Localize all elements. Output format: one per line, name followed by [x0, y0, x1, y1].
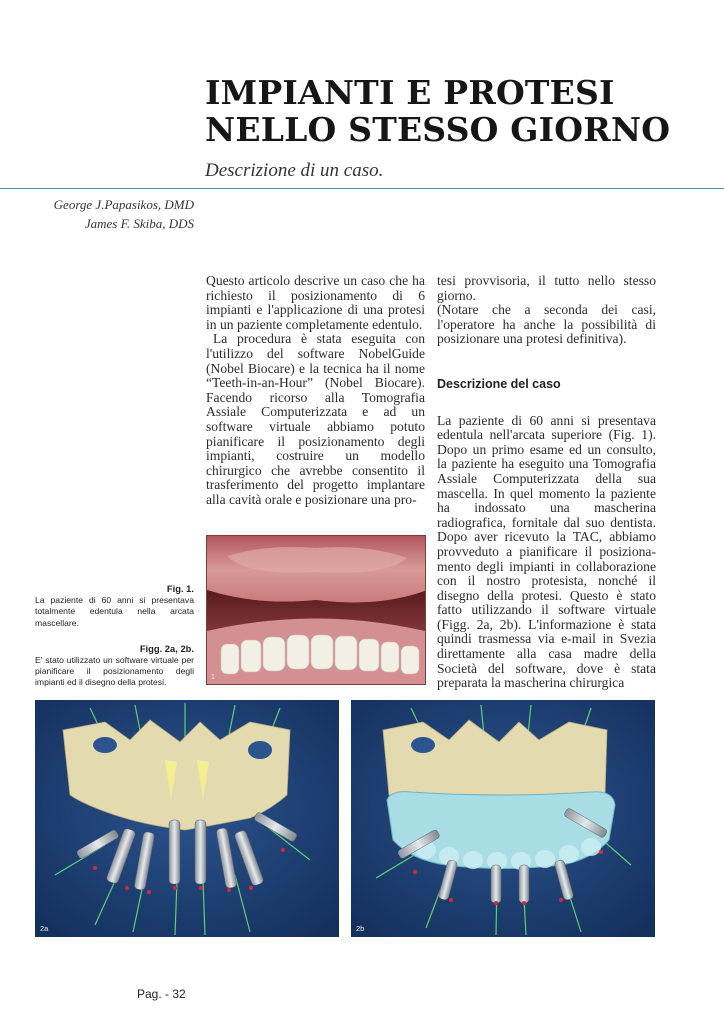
- text-column-right: [437, 274, 656, 691]
- implant-planning-render-b: [351, 700, 655, 937]
- paragraph-case: La paziente di 60 anni si presentava edentula nell'arcata superiore (Fig. 1). Dopo un primo esame ed un consulto, la paziente ha eseguito una Tomografia Assiale Computerizzata della sua mascella. In quel momento la paziente ha indossato una mascherina radiografica, fornitale dal suo dentista. Dopo aver ricevuto la TAC, abbiamo provveduto a pianificare il posiziona-mento degli impianti in collaborazione con il nostro protesista, nonché il disegno della protesi. Questo è stato fatto utilizzando il software virtuale (Figg. 2a, 2b). L'informazione è stata quindi trasmessa via e-mail in Svezia direttamente alla casa madre della Società del software, dove è stata preparata la mascherina chirurgica: [437, 412, 656, 691]
- panel-b-label: 2b: [356, 924, 365, 933]
- panel-a-label: 2a: [40, 924, 49, 933]
- paragraph-note: (Notare che a seconda dei casi, l'operatore ha anche la possibilità di posizionare una protesi definitiva).: [437, 302, 656, 347]
- page-number: Pag. - 32: [137, 987, 186, 1001]
- header-divider: [0, 188, 724, 189]
- article-subtitle: Descrizione di un caso.: [205, 160, 384, 181]
- figure-2b-scan: [351, 700, 655, 937]
- section-heading: Descrizione del caso: [437, 376, 561, 391]
- figure-1-photo: [206, 535, 426, 685]
- photo-label: 1: [211, 674, 215, 681]
- fig2-caption-label: Figg. 2a, 2b.: [139, 642, 194, 654]
- figure-2a-scan: [35, 700, 339, 937]
- edentulous-arch-image: [207, 536, 425, 684]
- author-2: James F. Skiba, DDS: [84, 216, 194, 231]
- title-line-1: IMPIANTI E PROTESI: [205, 73, 615, 112]
- author-1: George J.Papasikos, DMD: [53, 197, 194, 212]
- title-line-2: NELLO STESSO GIORNO: [205, 110, 671, 149]
- author-list: [54, 195, 194, 233]
- fig1-caption-label: Fig. 1.: [166, 583, 194, 594]
- fig1-caption-text: La paziente di 60 anni si presentava totalmente edentula nella arcata mascellare.: [35, 595, 194, 628]
- paragraph-intro: Questo articolo descrive un caso che ha richiesto il posizionamento di 6 impianti e l'applicazione di una protesi in un paziente completamente edentulo.: [206, 273, 425, 332]
- paragraph-continuation: tesi provvisoria, il tutto nello stesso giorno.: [437, 273, 656, 303]
- fig2-caption-text: E' stato utilizzato un software virtuale per pianificare il posizionamento degli impianti ed il disegno della protesi.: [35, 655, 194, 688]
- figure-captions: [35, 583, 194, 689]
- article-title: [205, 74, 705, 148]
- implant-planning-render-a: [35, 700, 339, 937]
- paragraph-procedure: La procedura è stata eseguita con l'utilizzo del software NobelGuide (Nobel Biocare) e la tecnica ha il nome “Teeth-in-an-Hour” (Nobel Biocare). Facendo ricorso alla Tomografia Assiale Computerizzata e ad un software virtuale abbiamo potuto pianificare il posizionamento degli impianti, costruire un modello chirurgico che avrebbe consentito il trasferimento del progetto implantare alla cavità orale e posizionare una pro-: [206, 331, 425, 507]
- text-column-left: [206, 274, 425, 508]
